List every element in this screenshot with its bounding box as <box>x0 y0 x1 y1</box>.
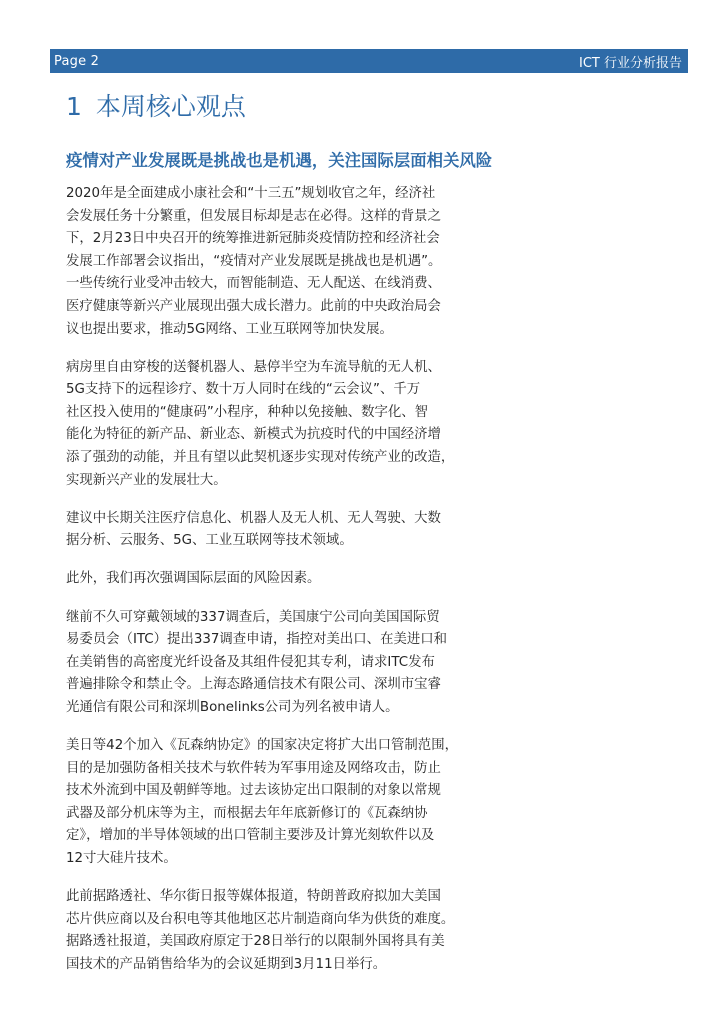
paragraph-line: 易委员会（ITC）提出337调查申请，指控对美出口、在美进口和 <box>66 632 448 648</box>
paragraph-line: 2020年是全面建成小康社会和“十三五”规划收官之年，经济社 <box>66 186 436 201</box>
paragraph-line: 议也提出要求，推动5G网络、工业互联网等加快发展。 <box>66 321 393 337</box>
body-paragraph <box>66 508 498 553</box>
paragraph-line: 在美销售的高密度光纤设备及其组件侵犯其专利，请求ITC发布 <box>66 654 435 670</box>
page-header-bar <box>50 49 688 73</box>
body-paragraph <box>66 886 498 976</box>
paragraph-line: 普遍排除令和禁止令。上海态路通信技术有限公司、深圳市宝睿 <box>66 677 441 693</box>
paragraph-line: 5G支持下的远程诊疗、数十万人同时在线的“云会议”、千万 <box>66 382 421 398</box>
paragraph-line: 能化为特征的新产品、新业态、新模式为抗疫时代的中国经济增 <box>66 427 441 443</box>
body-paragraph <box>66 357 498 493</box>
paragraph-line: 添了强劲的动能，并且有望以此契机逐步实现对传统产业的改造， <box>66 450 455 466</box>
paragraph-line: 目的是加强防备相关技术与软件转为军事用途及网络攻击，防止 <box>66 760 441 776</box>
paragraph-line: 继前不久可穿戴领域的337调查后，美国康宁公司向美国国际贸 <box>66 609 440 625</box>
body-paragraph <box>66 568 498 591</box>
section-number: 1 <box>66 92 82 121</box>
paragraph-line: 会发展任务十分繁重，但发展目标却是志在必得。这样的背景之 <box>66 208 441 224</box>
paragraph-line: 实现新兴产业的发展壮大。 <box>66 472 227 488</box>
paragraph-line: 发展工作部署会议指出，“疫情对产业发展既是挑战也是机遇”。 <box>66 253 442 269</box>
paragraph-line: 据路透社报道，美国政府原定于28日举行的以限制外国将具有美 <box>66 934 445 950</box>
section-title <box>66 90 246 124</box>
paragraph-line: 芯片供应商以及台积电等其他地区芯片制造商向华为供货的难度。 <box>66 911 455 927</box>
paragraph-line: 据分析、云服务、5G、工业互联网等技术领域。 <box>66 533 353 549</box>
paragraph-line: 此外，我们再次强调国际层面的风险因素。 <box>66 571 321 587</box>
page-number-label: Page 2 <box>54 53 100 69</box>
paragraph-line: 医疗健康等新兴产业展现出强大成长潜力。此前的中央政治局会 <box>66 298 441 314</box>
subheading: 疫情对产业发展既是挑战也是机遇，关注国际层面相关风险 <box>66 151 493 170</box>
body-paragraph <box>66 735 498 871</box>
paragraph-line: 建议中长期关注医疗信息化、机器人及无人机、无人驾驶、大数 <box>66 510 441 526</box>
paragraph-line: 技术外流到中国及朝鲜等地。过去该协定出口限制的对象以常规 <box>66 783 441 799</box>
paragraph-line: 社区投入使用的“健康码”小程序，种种以免接触、数字化、智 <box>66 404 429 420</box>
paragraph-line: 国技术的产品销售给华为的会议延期到3月11日举行。 <box>66 956 387 972</box>
paragraph-line: 下，2月23日中央召开的统筹推进新冠肺炎疫情防控和经济社会 <box>66 231 440 247</box>
body-paragraph <box>66 183 498 341</box>
body-text <box>66 183 498 992</box>
paragraph-line: 光通信有限公司和深圳Bonelinks公司为列名被申请人。 <box>66 699 399 715</box>
paragraph-line: 武器及部分机床等为主，而根据去年年底新修订的《瓦森纳协 <box>66 805 428 821</box>
paragraph-line: 一些传统行业受冲击较大，而智能制造、无人配送、在线消费、 <box>66 276 441 292</box>
body-paragraph <box>66 607 498 720</box>
paragraph-line: 美日等42个加入《瓦森纳协定》的国家决定将扩大出口管制范围， <box>66 737 458 753</box>
paragraph-line: 12寸大硅片技术。 <box>66 850 177 866</box>
section-title-text: 本周核心观点 <box>95 92 246 121</box>
paragraph-line: 病房里自由穿梭的送餐机器人、悬停半空为车流导航的无人机、 <box>66 359 441 375</box>
report-title-label: ICT 行业分析报告 <box>579 55 682 71</box>
paragraph-line: 定》，增加的半导体领域的出口管制主要涉及计算光刻软件以及 <box>66 828 435 844</box>
paragraph-line: 此前据路透社、华尔街日报等媒体报道，特朗普政府拟加大美国 <box>66 889 441 905</box>
